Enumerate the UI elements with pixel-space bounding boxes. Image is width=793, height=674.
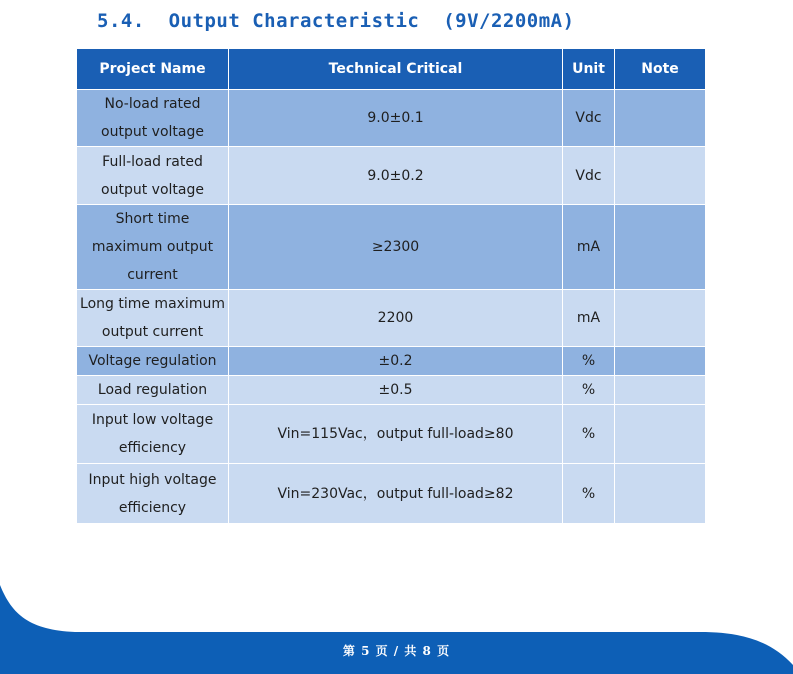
header-note: Note bbox=[615, 49, 706, 90]
section-title: 5.4. Output Characteristic (9V/2200mA) bbox=[97, 10, 575, 32]
table-row bbox=[77, 90, 706, 147]
row-project-name: Short time maximum output current bbox=[77, 205, 229, 290]
row-unit: % bbox=[563, 405, 615, 464]
row-project-name: Full-load rated output voltage bbox=[77, 147, 229, 205]
row-unit: % bbox=[563, 376, 615, 405]
row-unit: % bbox=[563, 464, 615, 524]
table-row bbox=[77, 464, 706, 524]
row-technical-value: ±0.5 bbox=[229, 376, 563, 405]
row-project-name: Load regulation bbox=[77, 376, 229, 405]
page-number: 第 5 页 / 共 8 页 bbox=[342, 644, 451, 658]
header-unit: Unit bbox=[563, 49, 615, 90]
table-row bbox=[77, 376, 706, 405]
row-unit: % bbox=[563, 347, 615, 376]
table-row bbox=[77, 205, 706, 290]
table-row bbox=[77, 347, 706, 376]
output-characteristic-table bbox=[76, 48, 706, 524]
row-note bbox=[615, 464, 706, 524]
row-technical-value: 9.0±0.1 bbox=[229, 90, 563, 147]
row-technical-value: 2200 bbox=[229, 290, 563, 347]
row-technical-value: ±0.2 bbox=[229, 347, 563, 376]
row-note bbox=[615, 405, 706, 464]
row-note bbox=[615, 147, 706, 205]
table-header-row bbox=[77, 49, 706, 90]
table-row bbox=[77, 290, 706, 347]
row-technical-value: Vin=115Vac，output full-load≥80 bbox=[229, 405, 563, 464]
row-note bbox=[615, 290, 706, 347]
row-project-name: No-load rated output voltage bbox=[77, 90, 229, 147]
table-row bbox=[77, 147, 706, 205]
row-technical-value: Vin=230Vac，output full-load≥82 bbox=[229, 464, 563, 524]
row-note bbox=[615, 376, 706, 405]
header-technical-critical: Technical Critical bbox=[229, 49, 563, 90]
table-row bbox=[77, 405, 706, 464]
page-footer bbox=[0, 555, 793, 674]
row-unit: Vdc bbox=[563, 147, 615, 205]
header-project-name: Project Name bbox=[77, 49, 229, 90]
row-project-name: Input low voltage efficiency bbox=[77, 405, 229, 464]
row-project-name: Long time maximum output current bbox=[77, 290, 229, 347]
row-note bbox=[615, 347, 706, 376]
row-unit: Vdc bbox=[563, 90, 615, 147]
row-unit: mA bbox=[563, 290, 615, 347]
row-project-name: Input high voltage efficiency bbox=[77, 464, 229, 524]
row-technical-value: 9.0±0.2 bbox=[229, 147, 563, 205]
row-technical-value: ≥2300 bbox=[229, 205, 563, 290]
row-note bbox=[615, 205, 706, 290]
row-unit: mA bbox=[563, 205, 615, 290]
row-project-name: Voltage regulation bbox=[77, 347, 229, 376]
row-note bbox=[615, 90, 706, 147]
